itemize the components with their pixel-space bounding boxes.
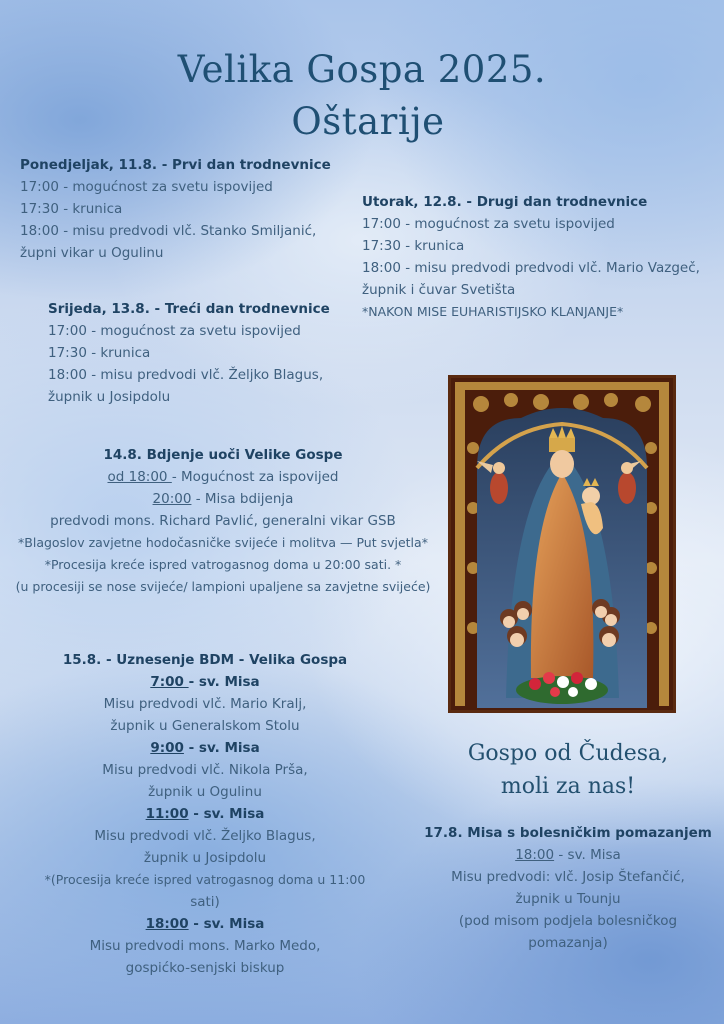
sick-mass-line: (pod misom podjela bolesničkog: [458, 913, 678, 929]
day1-header: Ponedjeljak, 11.8. - Prvi dan trodnevnice: [20, 157, 331, 173]
sick-mass-time: 18:00: [515, 847, 555, 863]
sick-mass-line: Misu predvodi: vlč. Josip Štefančić,: [451, 869, 685, 885]
prayer-text: [430, 737, 706, 803]
sick-mass-line: pomazanja): [528, 935, 608, 951]
mass-time: 9:00: [150, 740, 184, 756]
day1-line: 18:00 - misu predvodi vlč. Stanko Smiljanić,: [20, 223, 317, 239]
day2-line: 17:30 - krunica: [362, 238, 465, 254]
sick-mass-header: 17.8. Misa s bolesničkim pomazanjem: [424, 825, 712, 841]
day1-line: župni vikar u Ogulinu: [20, 245, 164, 261]
mass-time-line: [0, 913, 410, 935]
day2-line: 17:00 - mogućnost za svetu ispovijed: [362, 216, 615, 232]
mass-line: župnik u Ogulinu: [148, 784, 262, 800]
mass-time-line: [0, 803, 410, 825]
mass-time-line: [0, 737, 410, 759]
day2-section: [362, 191, 700, 323]
day3-header: Srijeda, 13.8. - Treći dan trodnevnice: [48, 301, 330, 317]
day2-line: 18:00 - misu predvodi predvodi vlč. Mario Vazgeč,: [362, 260, 700, 276]
day2-line: *NAKON MISE EUHARISTIJSKO KLANJANJE*: [362, 304, 624, 319]
vigil-text-2: - Misa bdijenja: [191, 491, 294, 507]
mass-line: gospićko-senjski biskup: [125, 960, 285, 976]
madonna-statue-image: [448, 375, 676, 713]
vigil-text-1: - Mogućnost za ispovijed: [171, 469, 339, 485]
mass-label: - sv. Misa: [183, 740, 260, 756]
day1-line: 17:30 - krunica: [20, 201, 123, 217]
vigil-section: [0, 444, 446, 598]
sick-mass-time-line: [412, 844, 724, 866]
vigil-header: 14.8. Bdjenje uoči Velike Gospe: [103, 447, 343, 463]
mass-line: župnik u Josipdolu: [143, 850, 267, 866]
day2-line: župnik i čuvar Svetišta: [362, 282, 516, 298]
vigil-mass-line: [0, 488, 446, 510]
mass-line: *(Procesija kreće ispred vatrogasnog doma u 11:00: [44, 872, 366, 887]
day1-section: [20, 154, 331, 264]
mass-line: Misu predvodi mons. Marko Medo,: [89, 938, 321, 954]
day3-line: 17:00 - mogućnost za svetu ispovijed: [48, 323, 301, 339]
sick-mass-section: [412, 822, 724, 954]
vigil-line: (u procesiji se nose svijeće/ lampioni upaljene sa zavjetne svijeće): [15, 579, 431, 594]
day3-line: 18:00 - misu predvodi vlč. Željko Blagus,: [48, 367, 324, 383]
mass-line: Misu predvodi vlč. Željko Blagus,: [94, 828, 316, 844]
vigil-line: *Procesija kreće ispred vatrogasnog doma u 20:00 sati. *: [44, 557, 402, 572]
mass-label: - sv. Misa: [188, 806, 265, 822]
title-line-1: Velika Gospa 2025.: [177, 48, 547, 91]
mass-line: Misu predvodi vlč. Nikola Prša,: [102, 762, 308, 778]
vigil-line: *Blagoslov zavjetne hodočasničke svijeće i molitva — Put svjetla*: [18, 535, 428, 550]
mass-label: - sv. Misa: [188, 674, 260, 690]
mass-line: župnik u Generalskom Stolu: [110, 718, 300, 734]
mass-line: sati): [190, 894, 220, 910]
vigil-time-2: 20:00: [152, 491, 192, 507]
page-title: [0, 46, 724, 146]
day2-header: Utorak, 12.8. - Drugi dan trodnevnice: [362, 194, 648, 210]
vigil-confession-line: [0, 466, 446, 488]
title-line-2: Oštarije: [291, 100, 445, 143]
day3-line: 17:30 - krunica: [48, 345, 151, 361]
mass-time: 11:00: [145, 806, 189, 822]
mass-time: 18:00: [145, 916, 189, 932]
mass-time-line: [0, 671, 410, 693]
madonna-statue-illustration: [451, 378, 673, 710]
sick-mass-label: - sv. Misa: [554, 847, 621, 863]
mass-line: Misu predvodi vlč. Mario Kralj,: [103, 696, 307, 712]
day3-section: [48, 298, 330, 408]
vigil-line: predvodi mons. Richard Pavlić, generalni vikar GSB: [50, 513, 396, 529]
mass-label: - sv. Misa: [188, 916, 265, 932]
prayer-line-2: moli za nas!: [500, 774, 636, 799]
mass-time: 7:00: [150, 674, 189, 690]
assumption-header: 15.8. - Uznesenje BDM - Velika Gospa: [62, 652, 348, 668]
sick-mass-line: župnik u Tounju: [515, 891, 621, 907]
prayer-line-1: Gospo od Čudesa,: [467, 741, 669, 766]
day3-line: župnik u Josipdolu: [48, 389, 171, 405]
assumption-section: [0, 649, 410, 979]
day1-line: 17:00 - mogućnost za svetu ispovijed: [20, 179, 273, 195]
vigil-time-1: od 18:00: [107, 469, 172, 485]
